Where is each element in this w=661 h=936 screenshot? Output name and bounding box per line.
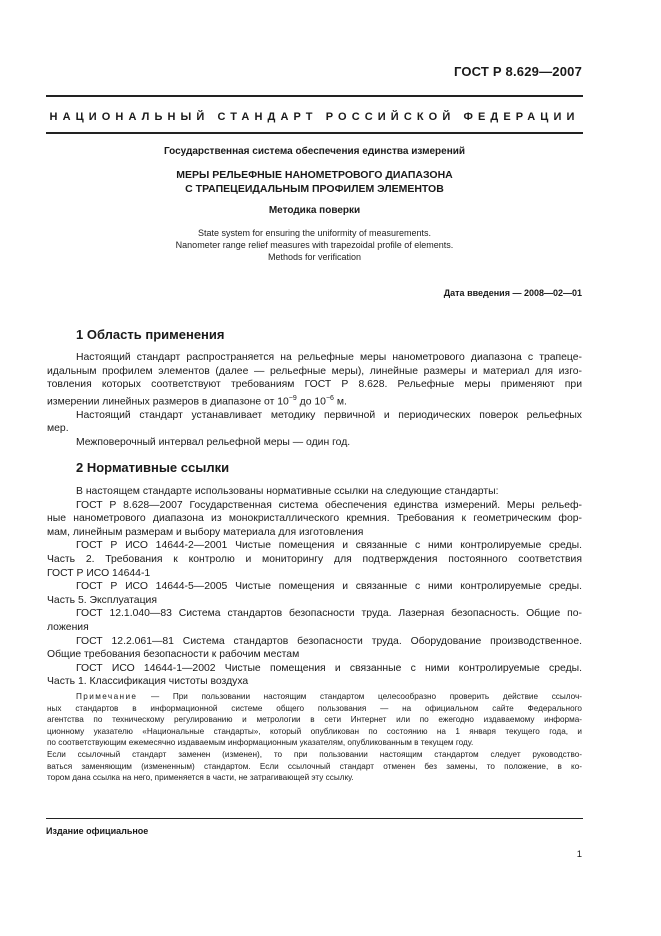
note-label: Примечание bbox=[76, 692, 138, 701]
text-fragment: м. bbox=[333, 396, 347, 408]
text-line: агентства по техническому регулированию и метрологии в сети Интернет или по ежегодно издаваемому информа- bbox=[47, 715, 582, 725]
text-line: идальным профилем элементов (далее — рельефные меры), линейные размеры и материал для изго- bbox=[47, 365, 582, 377]
text-line: Общие требования безопасности к рабочим местам bbox=[47, 649, 300, 661]
text-line: Если ссылочный стандарт заменен (изменен), то при пользовании настоящим стандартом следует руководство- bbox=[47, 749, 582, 759]
text-line: ГОСТ Р ИСО 14644-1 bbox=[47, 567, 151, 579]
header-rule-bottom bbox=[46, 132, 583, 134]
text-fragment: — При пользовании настоящим стандартом целесообразно проверить действие ссылоч- bbox=[137, 692, 582, 701]
standard-banner: НАЦИОНАЛЬНЫЙ СТАНДАРТ РОССИЙСКОЙ ФЕДЕРАЦИИ bbox=[49, 111, 580, 123]
text-line: ваться заменяющим (измененным) стандартом. Если ссылочный стандарт отменен без замены, то положение, в ко- bbox=[47, 761, 582, 771]
text-line: ГОСТ ИСО 14644-1—2002 Чистые помещения и связанные с ними контролируемые среды. bbox=[76, 662, 582, 674]
note-block bbox=[47, 691, 582, 784]
method-title: Методика поверки bbox=[268, 205, 361, 216]
edition-label: Издание официальное bbox=[46, 826, 149, 836]
english-title-line: Methods for verification bbox=[267, 252, 362, 262]
main-title-line: МЕРЫ РЕЛЬЕФНЫЕ НАНОМЕТРОВОГО ДИАПАЗОНА bbox=[176, 169, 453, 181]
text-line: Межповерочный интервал рельефной меры — один год. bbox=[76, 437, 351, 449]
text-line: ГОСТ Р 8.628—2007 Государственная система обеспечения единства измерений. Меры рельеф- bbox=[76, 499, 582, 511]
text-line: ных стандартов в информационной системе общего пользования — на официальном сайте Федерального bbox=[47, 703, 582, 713]
text-fragment: измерении линейных размеров в диапазоне от 10 bbox=[47, 396, 289, 408]
text-line: В настоящем стандарте использованы нормативные ссылки на следующие стандарты: bbox=[76, 486, 499, 497]
section-2-body bbox=[47, 485, 582, 689]
text-line: Часть 5. Эксплуатация bbox=[47, 594, 157, 606]
english-title-line: Nanometer range relief measures with trapezoidal profile of elements. bbox=[175, 240, 454, 250]
text-line: ГОСТ Р ИСО 14644-2—2001 Чистые помещения и связанные с ними контролируемые среды. bbox=[76, 540, 582, 552]
section-2-heading: 2 Нормативные ссылки bbox=[76, 460, 230, 475]
main-title-line: С ТРАПЕЦЕИДАЛЬНЫМ ПРОФИЛЕМ ЭЛЕМЕНТОВ bbox=[185, 183, 444, 195]
text-line bbox=[47, 392, 582, 409]
text-line: ложения bbox=[47, 621, 89, 633]
document-code: ГОСТ Р 8.629—2007 bbox=[453, 64, 582, 79]
text-line: по соответствующим ежемесячно издаваемым информационным указателям, опубликованным в текущем году. bbox=[47, 738, 474, 748]
main-title bbox=[46, 168, 583, 196]
text-line: ГОСТ 12.1.040—83 Система стандартов безопасности труда. Лазерная безопасность. Общие по- bbox=[76, 608, 582, 620]
text-line: тором дана ссылка на него, применяется в части, не затрагивающей эту ссылку. bbox=[47, 773, 354, 783]
text-line: ционному указателю «Национальные стандарты», который опубликован по состоянию на 1 января текущего года, и bbox=[47, 726, 582, 736]
english-title bbox=[46, 227, 583, 263]
section-1-heading: 1 Область применения bbox=[76, 327, 225, 342]
text-line: Настоящий стандарт устанавливает методику первичной и периодических поверок рельефных bbox=[76, 409, 582, 421]
superscript: −9 bbox=[288, 394, 297, 402]
superscript: −6 bbox=[325, 394, 334, 402]
text-line: товления которых соответствуют требованиям ГОСТ Р 8.628. Рельефные меры применяют при bbox=[47, 379, 582, 391]
text-line: ные нанометрового диапазона из монокристаллического кремния. Требования к геометрическим фор- bbox=[47, 513, 582, 525]
text-line: Часть 2. Требования к контролю и мониторингу для подтверждения постоянного соответствия bbox=[47, 553, 582, 565]
page-number: 1 bbox=[576, 849, 582, 860]
text-line: ГОСТ 12.2.061—81 Система стандартов безопасности труда. Оборудование производственное. bbox=[76, 635, 582, 647]
text-line: Часть 1. Классификация чистоты воздуха bbox=[47, 676, 249, 688]
text-line bbox=[76, 691, 582, 703]
text-line: Настоящий стандарт распространяется на рельефные меры нанометрового диапазона с трапеце- bbox=[76, 352, 582, 363]
text-line: мер. bbox=[47, 423, 69, 435]
text-fragment: до 10 bbox=[296, 396, 326, 408]
section-1-body bbox=[47, 351, 582, 450]
text-line: ГОСТ Р ИСО 14644-5—2005 Чистые помещения и связанные с ними контролируемые среды. bbox=[76, 581, 582, 593]
text-line: мам, линейным размерам и выбору материала для изготовления bbox=[47, 526, 364, 538]
introduction-date: Дата введения — 2008—02—01 bbox=[443, 288, 582, 298]
footer-rule bbox=[46, 818, 583, 819]
english-title-line: State system for ensuring the uniformity of measurements. bbox=[197, 228, 432, 238]
header-rule-top bbox=[46, 95, 583, 97]
system-title: Государственная система обеспечения единства измерений bbox=[163, 146, 466, 157]
